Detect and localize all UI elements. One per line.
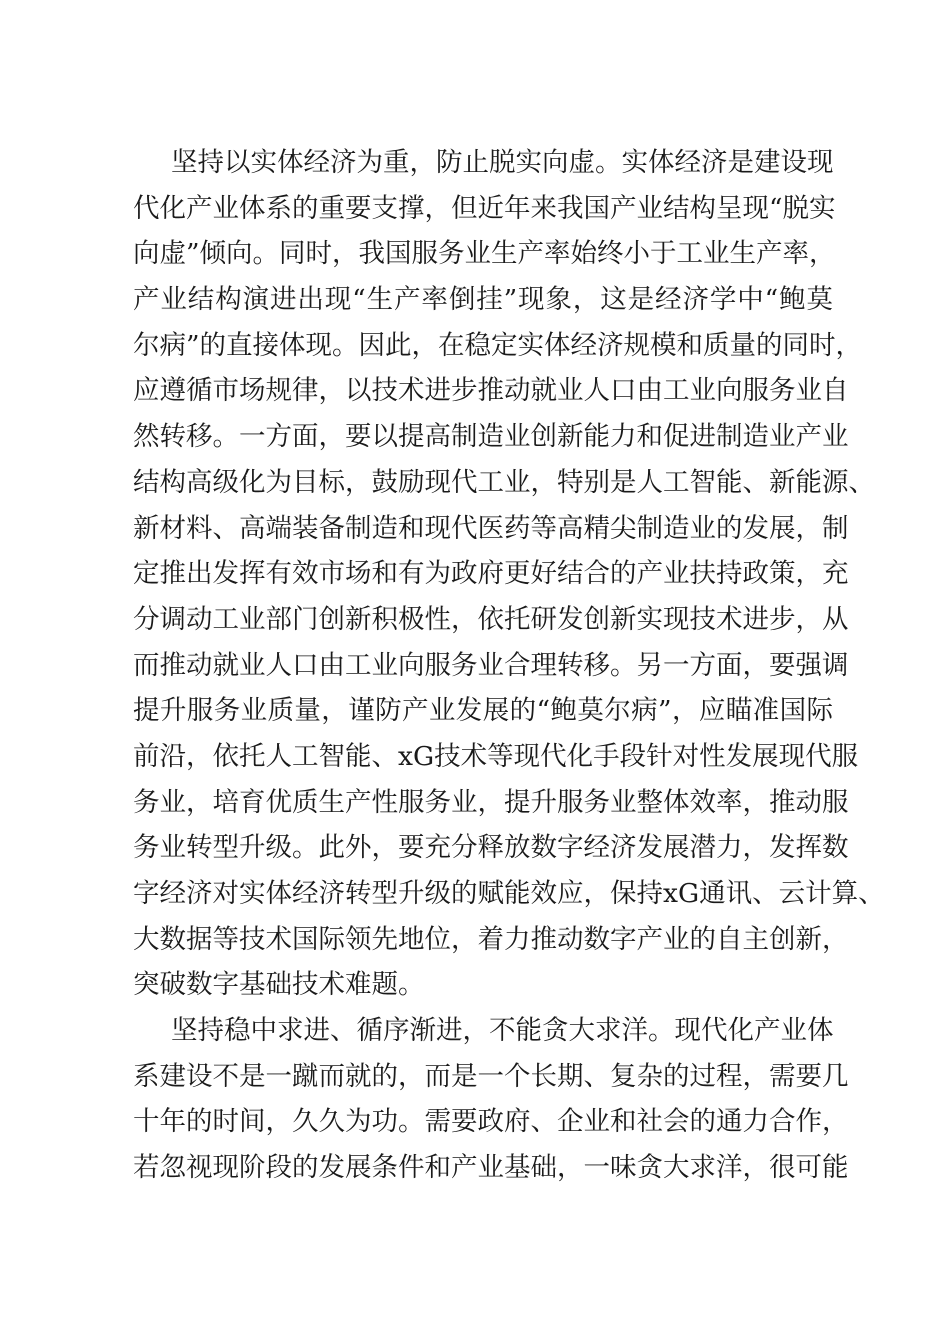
- body-text: [133, 140, 885, 1191]
- paragraph-2: [133, 1008, 849, 1191]
- text-line: 突破数字基础技术难题。: [133, 969, 425, 1001]
- text-line: 向虚”倾向。同时，我国服务业生产率始终小于工业生产率，: [133, 238, 836, 270]
- text-line: 产业结构演进出现“生产率倒挂”现象，这是经济学中“鲍莫: [133, 284, 833, 316]
- text-line: 务业转型升级。此外，要充分释放数字经济发展潜力，发挥数: [133, 832, 849, 864]
- text-line: 尔病”的直接体现。因此，在稳定实体经济规模和质量的同时，: [133, 329, 863, 361]
- text-line: 前沿，依托人工智能、xG技术等现代化手段针对性发展现代服: [133, 740, 859, 772]
- text-line: 代化产业体系的重要支撑，但近年来我国产业结构呈现“脱实: [133, 192, 836, 224]
- text-line: 而推动就业人口由工业向服务业合理转移。另一方面，要强调: [133, 649, 849, 681]
- text-line: 若忽视现阶段的发展条件和产业基础，一味贪大求洋，很可能: [133, 1152, 849, 1184]
- text-line: 定推出发挥有效市场和有为政府更好结合的产业扶持政策，充: [133, 558, 849, 590]
- text-line: 务业，培育优质生产性服务业，提升服务业整体效率，推动服: [133, 786, 849, 818]
- text-line: 坚持稳中求进、循序渐进，不能贪大求洋。现代化产业体: [171, 1015, 834, 1047]
- text-line: 分调动工业部门创新积极性，依托研发创新实现技术进步，从: [133, 603, 849, 635]
- text-line: 新材料、高端装备制造和现代医药等高精尖制造业的发展，制: [133, 512, 849, 544]
- text-line: 然转移。一方面，要以提高制造业创新能力和促进制造业产业: [133, 421, 849, 453]
- text-line: 系建设不是一蹴而就的，而是一个长期、复杂的过程，需要几: [133, 1060, 849, 1092]
- text-line: 结构高级化为目标，鼓励现代工业，特别是人工智能、新能源、: [133, 466, 875, 498]
- paragraph-1: [133, 140, 885, 1008]
- text-line: 大数据等技术国际领先地位，着力推动数字产业的自主创新，: [133, 923, 849, 955]
- text-line: 坚持以实体经济为重，防止脱实向虚。实体经济是建设现: [171, 147, 834, 178]
- text-line: 字经济对实体经济转型升级的赋能效应，保持xG通讯、云计算、: [133, 878, 885, 909]
- text-line: 应遵循市场规律，以技术进步推动就业人口由工业向服务业自: [133, 375, 849, 407]
- text-line: 提升服务业质量，谨防产业发展的“鲍莫尔病”，应瞄准国际: [133, 695, 833, 727]
- text-line: 十年的时间，久久为功。需要政府、企业和社会的通力合作，: [133, 1106, 849, 1138]
